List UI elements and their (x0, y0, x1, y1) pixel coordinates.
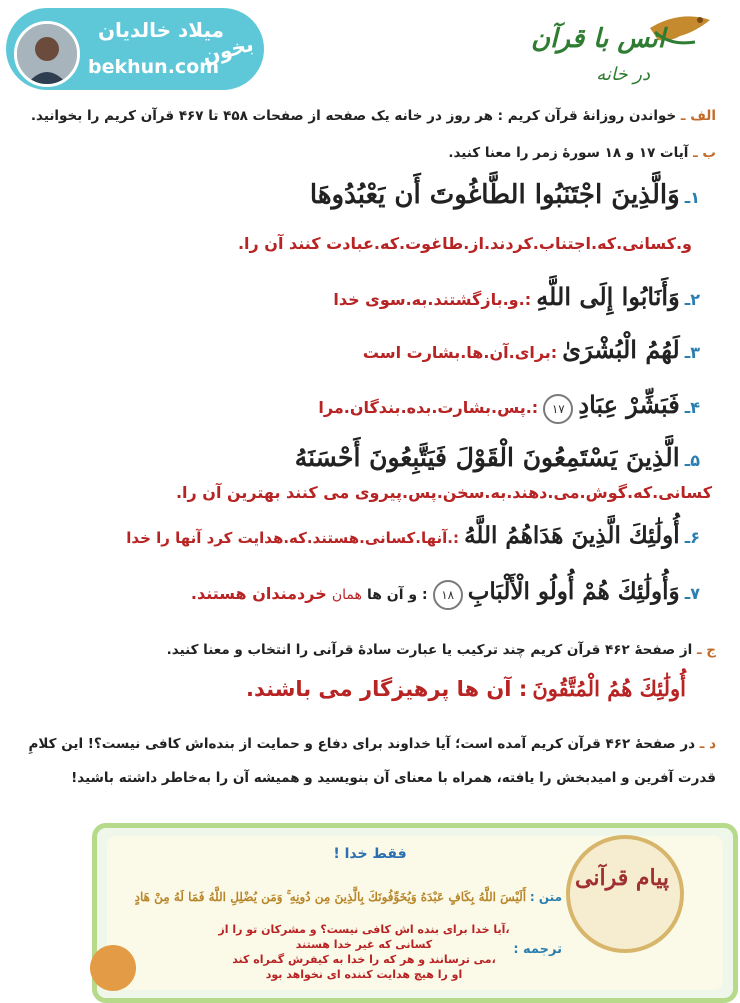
verse-number: ۵ـ (684, 451, 700, 470)
verse-translation-b: همان (331, 587, 362, 603)
section-dal-label: د ـ (699, 736, 716, 752)
answer-arabic: أُولَٰئِكَ هُمُ الْمُتَّقُونَ (532, 676, 686, 701)
message-tarjome-label-row (513, 938, 562, 957)
verse-translation: :برای.آن.ها.بشارت است (362, 343, 558, 362)
section-be-text: آیات ۱۷ و ۱۸ سورهٔ زمر را معنا کنید. (448, 145, 689, 161)
verse-translation-c: خردمندان هستند. (190, 584, 327, 603)
verse-2 (333, 282, 700, 311)
author-badge (6, 8, 264, 90)
section-jim (167, 642, 716, 658)
section-be (448, 145, 716, 161)
verse-translation: :.آنها.کسانی.هستند.که.هدایت کرد آنها را خدا (126, 529, 459, 547)
verse-translation-a: : و آن ها (366, 587, 428, 603)
section-dal-line2: قدرت آفرین و امیدبخش را یافته، همراه با معنای آن بنویسید و همیشه آن را به‌خاطر داشته باشید! (71, 770, 716, 786)
message-matn (135, 890, 562, 905)
verse-3 (363, 335, 700, 364)
title-sub: در خانه (596, 64, 650, 85)
ayah-number: ۱۸ (441, 587, 455, 602)
verse-number: ۳ـ (684, 343, 700, 362)
verse-6 (126, 522, 700, 549)
tarjome-line: او را هیچ هدایت کننده ای نخواهد بود (265, 968, 463, 981)
section-dal (29, 736, 716, 752)
title-main: انس با قرآن (531, 24, 665, 54)
verse-arabic: وَأَنَابُوا إِلَى اللَّهِ (536, 282, 680, 311)
answer-text: : آن ها پرهیزگار می باشند. (246, 677, 528, 701)
section-jim-label: ج ـ (696, 642, 716, 658)
site-logo: بخون (200, 31, 257, 69)
verse-5 (295, 443, 700, 472)
verse-number: ۴ـ (684, 398, 700, 417)
verse-arabic: وَالَّذِينَ اجْتَنَبُوا الطَّاغُوتَ أَن يَعْبُدُوهَا (309, 180, 680, 210)
tarjome-label: ترجمه : (513, 942, 562, 957)
ayah-marker-icon (433, 580, 463, 610)
verse-7 (191, 578, 700, 610)
verse-number: ۷ـ (684, 584, 700, 603)
section-be-label: ب ـ (693, 145, 716, 161)
avatar (14, 21, 80, 87)
matn-label: متن : (529, 890, 562, 904)
section-jim-text: از صفحهٔ ۴۶۲ قرآن کریم چند ترکیب یا عبارت سادهٔ قرآنی را انتخاب و معنا کنید. (166, 642, 693, 658)
flower-ornament-icon (90, 945, 136, 991)
verse-4 (318, 390, 700, 424)
verse-arabic: أُولَٰئِكَ الَّذِينَ هَدَاهُمُ اللَّهُ (464, 522, 680, 549)
verse-translation: :.پس.بشارت.بده.بندگان.مرا (318, 398, 539, 417)
verse-translation: :.و.بازگشتند.به.سوی خدا (333, 290, 532, 309)
matn-text: أَلَيْسَ اللَّهُ بِكَافٍ عَبْدَهُ وَيُخَوِّفُونَكَ بِالَّذِينَ مِن دُونِهِ ۚ وَمَن يُضْلِلِ اللَّهُ فَمَا لَهُ مِنْ هَادٍ (134, 890, 527, 904)
verse-1 (310, 180, 700, 210)
seal-label: پیام قرآنی (575, 865, 669, 891)
site-link[interactable]: bekhun.com (88, 56, 220, 78)
page-header (0, 0, 740, 100)
section-alef (31, 108, 716, 124)
section-dal-line1: در صفحهٔ ۴۶۲ قرآن کریم آمده است؛ آیا خداوند برای دفاع و حمایت از بنده‌اش کافی نیست؟! این کلامِ (28, 736, 696, 752)
tarjome-text (214, 922, 514, 982)
section-alef-text: خواندن روزانهٔ قرآن کریم : هر روز در خانه یک صفحه از صفحات ۴۵۸ تا ۴۶۷ قرآن کریم را بخوانید. (30, 108, 677, 124)
verse-arabic: فَبَشِّرْ عِبَادِ (578, 390, 680, 419)
verse-1-translation: و.کسانی.که.اجتناب.کردند.از.طاغوت.که.عبادت کنند آن را. (237, 234, 692, 253)
tarjome-line: ،آیا خدا برای بنده اش کافی نیست؟ و مشرکان تو را از کسانی که غیر خدا هستند (218, 923, 510, 951)
verse-arabic: لَهُمُ الْبُشْرَىٰ (562, 335, 680, 364)
seal-ornament-icon (566, 835, 684, 953)
verse-arabic: وَأُولَٰئِكَ هُمْ أُولُو الْأَلْبَابِ (467, 578, 680, 605)
verse-arabic: الَّذِينَ يَسْتَمِعُونَ الْقَوْلَ فَيَتَّبِعُونَ أَحْسَنَهُ (294, 443, 680, 472)
tarjome-line: ،می ترسانند و هر که را خدا به کیفرش گمراه کند (232, 953, 496, 966)
message-heading: فقط خدا ! (333, 846, 407, 862)
ayah-number: ۱۷ (551, 401, 565, 416)
verse-5-translation: کسانی.که.گوش.می.دهند.به.سخن.پس.پیروی می کنند بهترین آن را. (175, 483, 712, 502)
section-alef-label: الف ـ (680, 108, 716, 124)
section-jim-answer (246, 676, 686, 701)
verse-number: ۱ـ (684, 188, 700, 207)
avatar-portrait-icon (17, 24, 77, 84)
verse-number: ۶ـ (684, 528, 700, 547)
author-name: میلاد خالدیان (97, 18, 224, 42)
lesson-title (530, 6, 720, 96)
verse-number: ۲ـ (684, 290, 700, 309)
ayah-marker-icon (543, 394, 573, 424)
